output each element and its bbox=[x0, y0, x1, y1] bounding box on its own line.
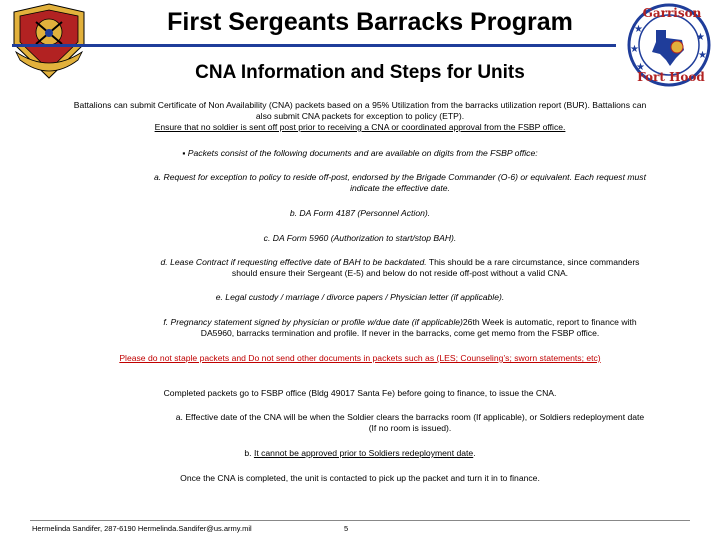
packet-bullet: ▪ Packets consist of the following documents and are available on digits from the FSBP office: bbox=[182, 148, 538, 158]
item-b: b. DA Form 4187 (Personnel Action). bbox=[289, 208, 431, 218]
intro-line: also submit CNA packets for exception to policy (ETP). bbox=[255, 111, 465, 121]
item-d-italic: d. Lease Contract if requesting effective date of BAH to be backdated. bbox=[160, 257, 427, 267]
item-f-line: DA5960, barracks termination and profile. If never in the barracks, come get memo from the FSBP office. bbox=[200, 328, 600, 338]
item-c: c. DA Form 5960 (Authorization to start/stop BAH). bbox=[263, 233, 457, 243]
completed-packets-note: Completed packets go to FSBP office (Bldg 49017 Santa Fe) before going to finance, to issue the CNA. bbox=[163, 388, 557, 398]
step-b-prefix: b. bbox=[244, 448, 254, 458]
garrison-seal-bottom-text: Fort Hood bbox=[637, 70, 705, 84]
svg-text:★: ★ bbox=[696, 32, 705, 43]
svg-text:★: ★ bbox=[630, 44, 639, 55]
army-seal-logo bbox=[6, 2, 92, 80]
svg-text:★: ★ bbox=[636, 62, 645, 73]
svg-text:★: ★ bbox=[634, 24, 643, 35]
item-e: e. Legal custody / marriage / divorce papers / Physician letter (if applicable). bbox=[215, 292, 505, 302]
item-d-line: should ensure their Sergeant (E-5) and below do not reside off-post without a valid CNA. bbox=[231, 268, 569, 278]
intro-line: Battalions can submit Certificate of Non Availability (CNA) packets based on a 95% Utilization from the barracks utilization report (BUR). Battalions can bbox=[73, 100, 647, 110]
item-a bbox=[90, 172, 710, 194]
step-a-line: a. Effective date of the CNA will be when the Soldier clears the barracks room (If applicable), or Soldiers redeployment date bbox=[175, 412, 645, 422]
step-a-line: (If no room is issued). bbox=[368, 423, 452, 433]
intro-paragraph bbox=[20, 100, 700, 133]
item-d bbox=[90, 257, 710, 279]
item-d-rest: This should be a rare circumstance, since commanders bbox=[426, 257, 640, 267]
item-f bbox=[90, 317, 710, 339]
page-subtitle: CNA Information and Steps for Units bbox=[195, 62, 525, 83]
item-a-line: indicate the effective date. bbox=[350, 183, 450, 193]
item-f-italic: f. Pregnancy statement signed by physician or profile w/due date (if applicable) bbox=[163, 317, 463, 327]
footer-divider bbox=[30, 520, 690, 521]
page-title: First Sergeants Barracks Program bbox=[167, 8, 573, 36]
step-b-underlined: It cannot be approved prior to Soldiers redeployment date bbox=[253, 448, 474, 458]
title-divider bbox=[12, 44, 616, 47]
item-a-line: a. Request for exception to policy to reside off-post, endorsed by the Brigade Commander (O-6) or equivalent. Each request must bbox=[153, 172, 646, 182]
footer-contact: Hermelinda Sandifer, 287-6190 Hermelinda.Sandifer@us.army.mil bbox=[32, 524, 252, 533]
step-b-suffix: . bbox=[473, 448, 476, 458]
step-b bbox=[20, 448, 700, 459]
item-f-rest: 26th Week is automatic, report to finance with bbox=[462, 317, 637, 327]
garrison-seal-top-text: Garrison bbox=[642, 6, 702, 20]
page-number: 5 bbox=[344, 524, 349, 533]
svg-text:★: ★ bbox=[698, 50, 707, 61]
final-note: Once the CNA is completed, the unit is contacted to pick up the packet and turn it in to finance. bbox=[180, 473, 540, 483]
step-a bbox=[100, 412, 720, 434]
intro-warning-line: Ensure that no soldier is sent off post prior to receiving a CNA or coordinated approval from the FSBP office. bbox=[154, 122, 566, 132]
staple-warning: Please do not staple packets and Do not send other documents in packets such as (LES; Counseling’s; sworn statements; etc) bbox=[119, 353, 601, 363]
